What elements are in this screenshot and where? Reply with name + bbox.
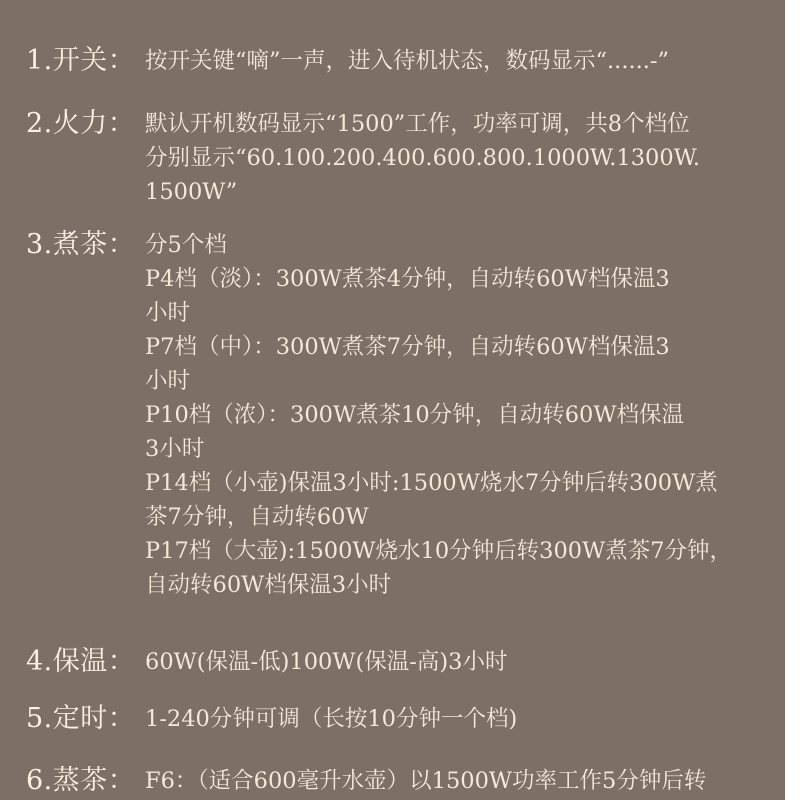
text-line: 1500W” — [145, 179, 238, 205]
section-label: 2.火力： — [26, 108, 136, 139]
section-text — [145, 228, 785, 602]
text-line: 茶7分钟，自动转60W — [145, 504, 369, 530]
section-label: 1.开关： — [26, 45, 136, 76]
text-line: F6：（适合600毫升水壶）以1500W功率工作5分钟后转 — [145, 768, 707, 794]
section-text — [145, 44, 785, 78]
text-line: 按开关键“嘀”一声，进入待机状态，数码显示“......-” — [145, 48, 670, 74]
text-line: P14档（小壶)保温3小时:1500W烧水7分钟后转300W煮 — [145, 470, 718, 496]
section-text — [145, 645, 785, 679]
text-line: P17档（大壶):1500W烧水10分钟后转300W煮茶7分钟， — [145, 538, 733, 564]
text-line: 默认开机数码显示“1500”工作，功率可调，共8个档位 — [145, 111, 690, 137]
section-label: 5.定时： — [26, 703, 136, 734]
text-line: P10档（浓）：300W煮茶10分钟，自动转60W档保温 — [145, 402, 684, 428]
section-text — [145, 107, 785, 209]
text-line: 3小时 — [145, 436, 205, 462]
text-line: 小时 — [145, 300, 191, 326]
section-label: 6.蒸茶： — [26, 765, 136, 796]
section-label: 4.保温： — [26, 646, 136, 677]
text-line: 60W(保温-低)100W(保温-高)3小时 — [145, 649, 508, 675]
section-text — [145, 702, 785, 736]
text-line: 小时 — [145, 368, 191, 394]
text-line: 自动转60W档保温3小时 — [145, 572, 392, 598]
text-line: 分别显示“60.100.200.400.600.800.1000W.1300W. — [145, 145, 700, 171]
text-line: 分5个档 — [145, 232, 227, 258]
text-line: P4档（淡）：300W煮茶4分钟，自动转60W档保温3 — [145, 266, 670, 292]
text-line: P7档（中）：300W煮茶7分钟，自动转60W档保温3 — [145, 334, 670, 360]
section-text — [145, 764, 785, 798]
text-line: 1-240分钟可调（长按10分钟一个档) — [145, 706, 518, 732]
section-label: 3.煮茶： — [26, 229, 136, 260]
